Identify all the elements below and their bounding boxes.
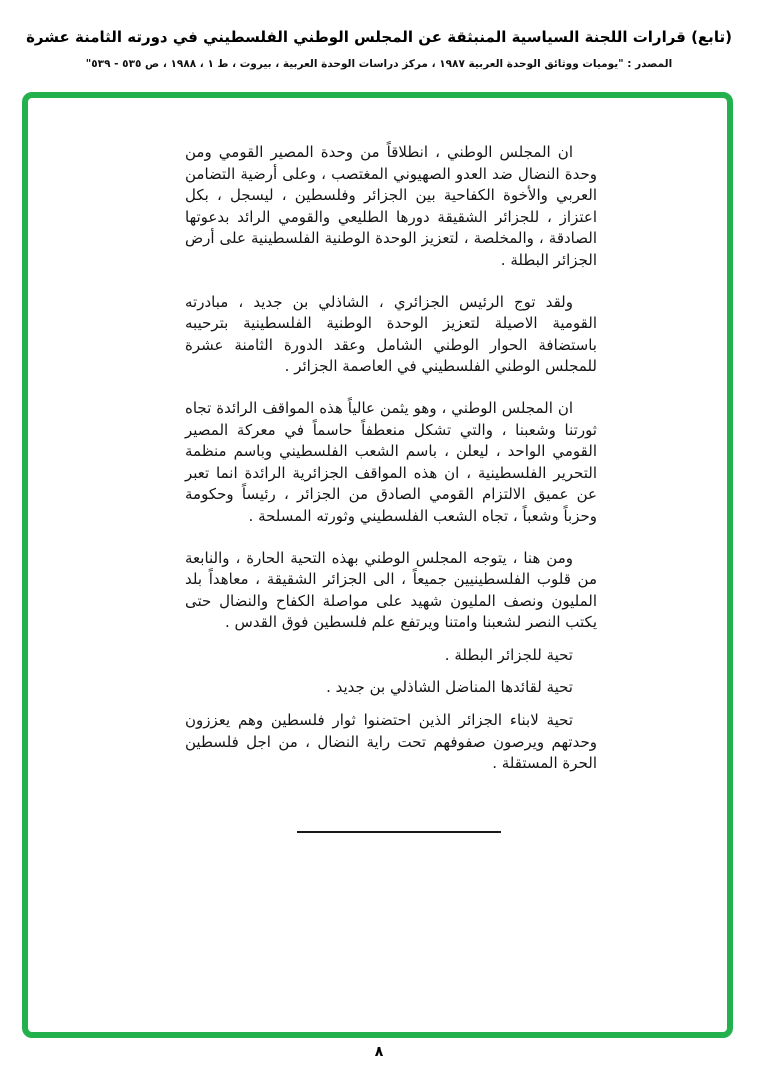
salute-line-3: تحية لابناء الجزائر الذين احتضنوا ثوار فلسطين وهم يعززون وحدتهم ويرصون صفوفهم تحت راية النضال ، من اجل فلسطين الحرة المستقلة . [185, 711, 597, 773]
document-frame [22, 92, 733, 1038]
body-paragraph-4: ومن هنا ، يتوجه المجلس الوطني بهذه التحية الحارة ، والنابعة من قلوب الفلسطينيين جميعاً ، الى الجزائر الشقيقة ، معاهداً بلد المليون ونصف المليون شهيد على مواصلة الكفاح والنضال حتى يكتب النصر لشعبنا وامتنا ويرتفع علم فلسطين فوق القدس . [185, 548, 597, 632]
page-number: ٨ [374, 1044, 384, 1060]
body-paragraph-1: ان المجلس الوطني ، انطلاقاً من وحدة المصير القومي ومن وحدة النضال ضد العدو الصهيوني المغتصب ، وعلى أرضية التضامن العربي والأخوة الكفاحية بين الجزائر وفلسطين ، ليسجل ، بكل اعتزاز ، للجزائر الشقيقة دورها الطليعي والقومي الرائد بدعوتها الصادقة ، والمخلصة ، لتعزيز الوحدة الوطنية الفلسطينية على أرض الجزائر البطلة . [185, 143, 597, 269]
page-header [0, 24, 758, 72]
salute-line-2: تحية لقائدها المناضل الشاذلي بن جديد . [326, 678, 573, 697]
body-paragraph-3: ان المجلس الوطني ، وهو يثمن عالياً هذه المواقف الرائدة تجاه ثورتنا وشعبنا ، والتي تشكل منعطفاً حاسماً في معركة المصير القومي الواحد ، ليعلن ، باسم الشعب الفلسطيني وباسم منظمة التحرير الفلسطينية ، ان هذه المواقف الجزائرية الرائدة انما تعبر عن عميق الالتزام القومي الصادق من الجزائر ، رئيساً وحكومة وحزباً وشعباً ، تجاه الشعب الفلسطيني وثورته المسلحة . [185, 398, 597, 525]
page-title: (تابع) قرارات اللجنة السياسية المنبثقة عن المجلس الوطني الفلسطيني في دورته الثامنة عشرة [26, 28, 732, 46]
body-paragraph-2: ولقد توج الرئيس الجزائري ، الشاذلي بن جديد ، مبادرته القومية الاصيلة لتعزيز الوحدة الوطنية الفلسطينية بترحيبه باستضافة الحوار الوطني الشامل وعقد الدورة الثامنة عشرة للمجلس الوطني الفلسطيني في العاصمة الجزائر . [185, 292, 597, 376]
closing-rule [297, 831, 501, 833]
salute-line-1: تحية للجزائر البطلة . [444, 645, 573, 664]
source-citation: المصدر : "يوميات ووثائق الوحدة العربية ١٩٨٧ ، مركز دراسات الوحدة العربية ، بيروت ، ط ١ ، ١٩٨٨ ، ص ٥٣٥ - ٥٣٩" [85, 58, 673, 70]
document-body [185, 142, 597, 833]
